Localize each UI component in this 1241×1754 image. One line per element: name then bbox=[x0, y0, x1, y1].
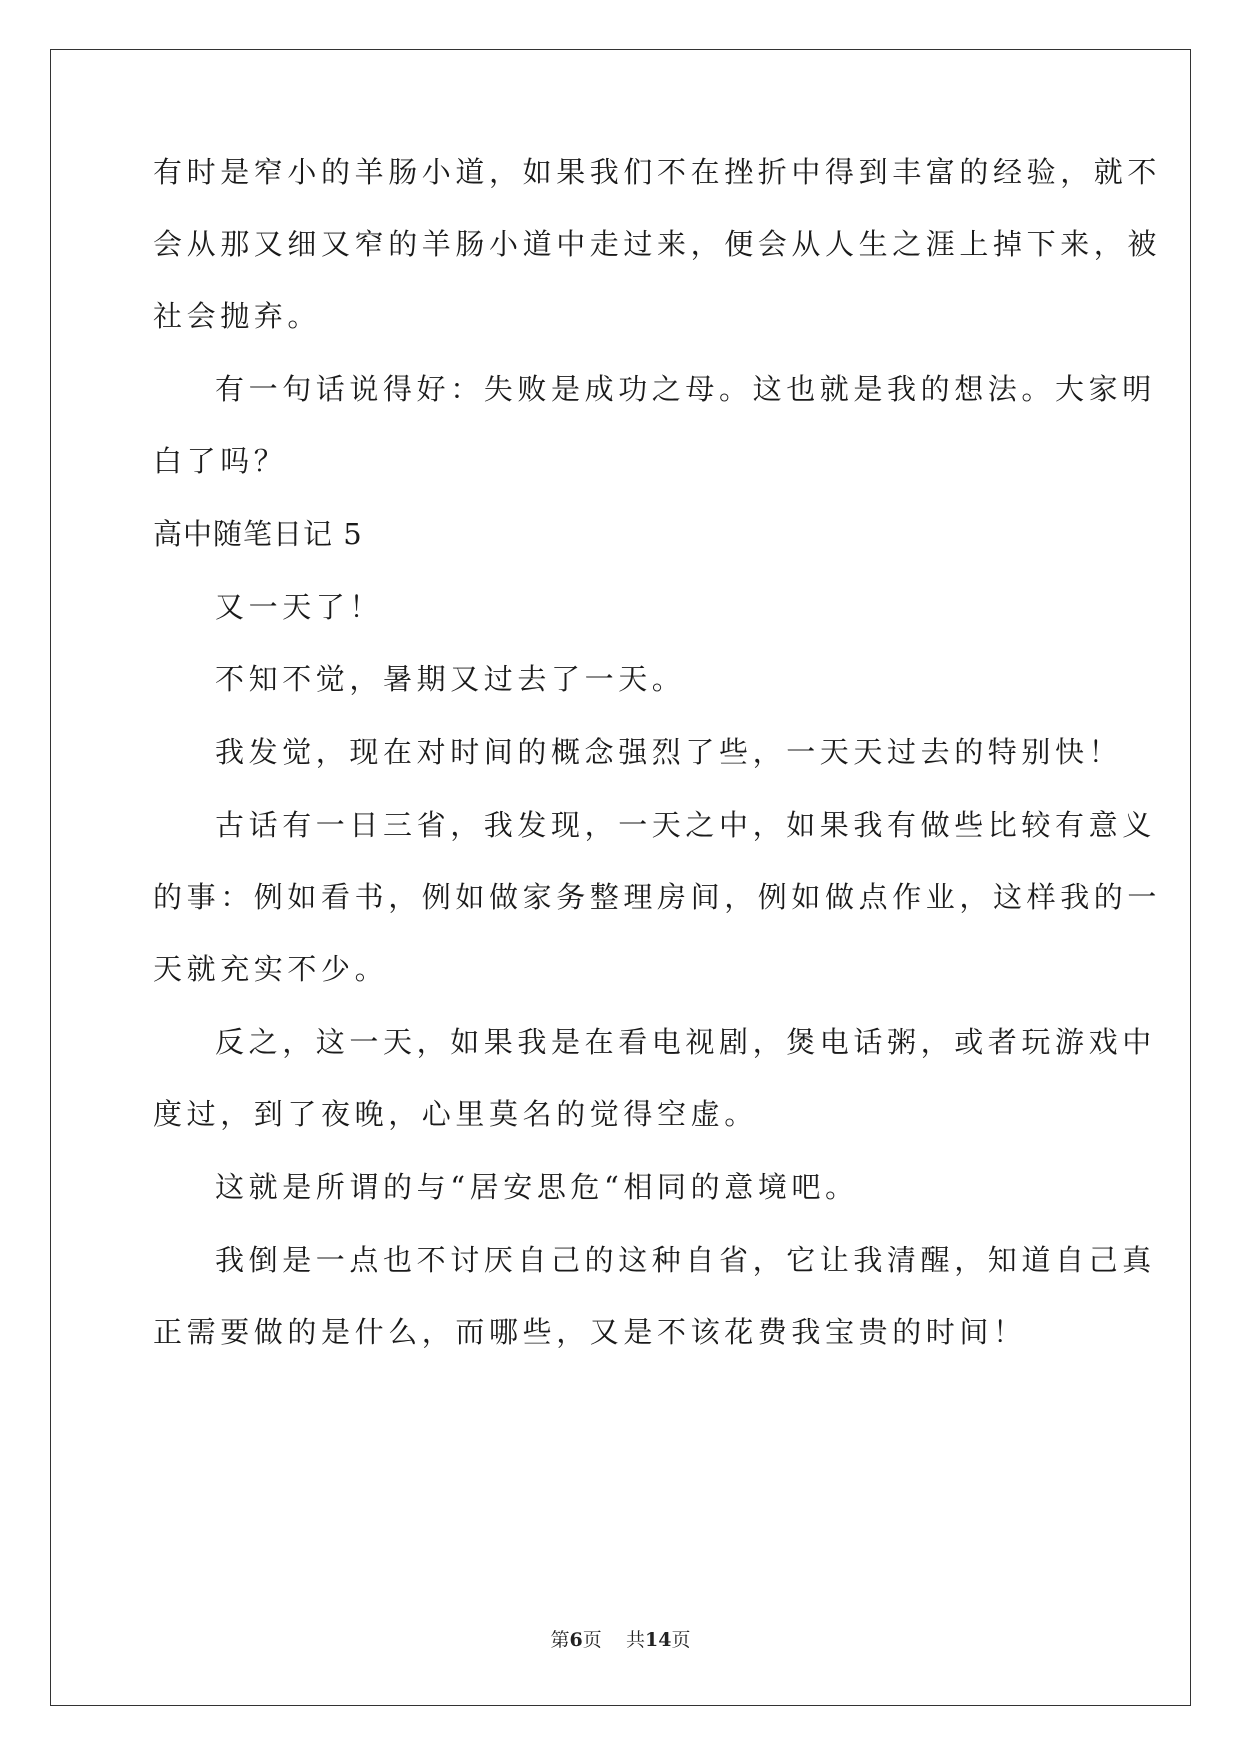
text-line: 白了吗？ bbox=[153, 444, 288, 478]
text-line: 反之，这一天，如果我是在看电视剧，煲电话粥，或者玩游戏中 bbox=[215, 1025, 1156, 1059]
text-line: 天就充实不少。 bbox=[153, 952, 389, 986]
text-line: 这就是所谓的与“居安思危“相同的意境吧。 bbox=[215, 1170, 859, 1204]
text-line: 正需要做的是什么，而哪些，又是不该花费我宝贵的时间！ bbox=[153, 1315, 1027, 1349]
section-heading: 高中随笔日记 5 bbox=[153, 517, 363, 551]
text-line: 我发觉，现在对时间的概念强烈了些，一天天过去的特别快！ bbox=[215, 735, 1123, 769]
text-line: 我倒是一点也不讨厌自己的这种自省，它让我清醒，知道自己真 bbox=[215, 1243, 1156, 1277]
page-prefix: 第 bbox=[550, 1629, 570, 1651]
page-suffix: 页 bbox=[582, 1629, 602, 1651]
text-line: 古话有一日三省，我发现，一天之中，如果我有做些比较有意义 bbox=[215, 808, 1156, 842]
page-number: 6 bbox=[569, 1629, 583, 1651]
total-prefix: 共 bbox=[625, 1629, 645, 1651]
text-line: 又一天了！ bbox=[215, 590, 384, 624]
total-pages: 14 bbox=[644, 1629, 672, 1651]
text-line: 会从那又细又窄的羊肠小道中走过来，便会从人生之涯上掉下来，被 bbox=[153, 227, 1162, 261]
text-line: 不知不觉，暑期又过去了一天。 bbox=[215, 662, 686, 696]
page-footer bbox=[0, 1628, 1241, 1652]
text-line: 度过，到了夜晚，心里莫名的觉得空虚。 bbox=[153, 1097, 758, 1131]
total-suffix: 页 bbox=[671, 1629, 691, 1651]
text-line: 有一句话说得好：失败是成功之母。这也就是我的想法。大家明 bbox=[215, 372, 1156, 406]
text-line: 有时是窄小的羊肠小道，如果我们不在挫折中得到丰富的经验，就不 bbox=[153, 155, 1162, 189]
text-line: 的事：例如看书，例如做家务整理房间，例如做点作业，这样我的一 bbox=[153, 880, 1162, 914]
text-line: 社会抛弃。 bbox=[153, 299, 322, 333]
